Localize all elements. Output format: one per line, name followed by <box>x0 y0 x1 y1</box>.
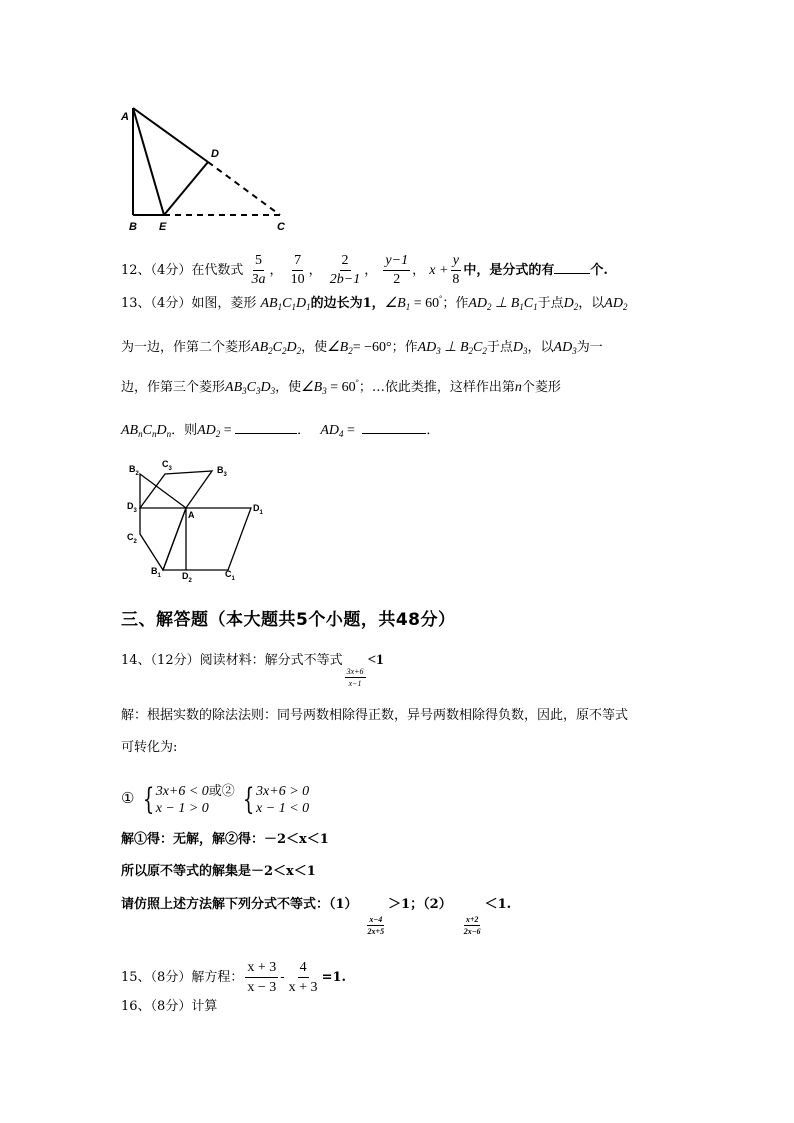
question-text: 在代数式 <box>191 263 244 278</box>
question-15: 15、（8分）解方程： $\frac{x + 3}{x - 3}$ - $\frac{4}{x + 3}$ =1. <box>121 960 347 995</box>
fraction: $\frac{2}{2b-1}$ <box>329 253 361 287</box>
label-a: A <box>188 510 195 520</box>
label-c2: $C_2$ <box>127 532 137 545</box>
question-number: 16 <box>121 999 138 1014</box>
fraction: $\frac{7}{10}$ <box>290 253 305 287</box>
question-number: 12 <box>121 263 138 278</box>
fraction: $\frac{4}{x + 3}$ <box>288 960 318 995</box>
label-b2: $B_2$ <box>129 464 139 477</box>
rhombus-2 <box>140 474 186 570</box>
question-score: 、（12分） <box>137 653 200 668</box>
label-d1: $D_1$ <box>253 503 263 516</box>
question-score: 、（4分） <box>137 263 192 278</box>
label-d3: $D_3$ <box>127 501 137 514</box>
inequality-systems: ① { 3x+6 < 0 x − 1 > 0 或② { 3x+6 > 0 x − 1 < 0 <box>121 781 310 817</box>
question-number: 13 <box>121 296 138 311</box>
rhombus-figure <box>120 455 280 585</box>
system-2: { 3x+6 > 0 x − 1 < 0 <box>242 781 310 817</box>
question-13-line-4: $AB_nC_nD_n$．则$AD_2$ = ． $AD_4$ = ． <box>121 423 440 439</box>
label-b: B <box>129 221 137 233</box>
fraction: $\frac{5}{3a}$ <box>251 253 266 287</box>
question-score: 、（4分） <box>137 296 192 311</box>
solution-result-2: 所以原不等式的解集是－2＜x＜1 <box>121 864 316 879</box>
answer-blank[interactable] <box>554 273 590 274</box>
question-14-task: 请仿照上述方法解下列分式不等式：（1） $\frac{x-4}{2x+5}$ ＞1；（2） $\frac{x+2}{2x-6}$ ＜1. <box>121 897 512 936</box>
label-b3: $B_3$ <box>217 465 227 478</box>
label-a: A <box>121 111 129 123</box>
question-13-line-1: 13、（4分）如图，菱形 $AB_1C_1D_1$的边长为1，$\angle B_1 = 60^\circ$；作$AD_2$ ⊥ $B_1C_1$于点$D_2$，以$AD_2$ <box>121 294 628 312</box>
segment-ad <box>133 108 208 162</box>
question-13-line-2: 为一边，作第二个菱形$AB_2C_2D_2$，使$\angle B_2= -60^\circ$；作$AD_3$ ⊥ $B_2C_2$于点$D_3$，以$AD_3$为一 <box>121 340 603 356</box>
label-e: E <box>159 221 167 233</box>
answer-blank-ad2[interactable] <box>235 433 297 434</box>
label-c3: $C_3$ <box>162 459 172 472</box>
segment-de <box>164 162 208 215</box>
triangle-figure <box>112 98 302 238</box>
fraction: $\frac{3x+6}{x-1}$ <box>346 667 364 688</box>
question-score: 、（8分） <box>137 999 192 1014</box>
question-text: 中，是分式的有 <box>463 263 555 278</box>
solution-line-1: 解：根据实数的除法法则：同号两数相除得正数，异号两数相除得负数，因此，原不等式 <box>121 708 629 723</box>
fraction: $\frac{x+2}{2x-6}$ <box>463 915 481 936</box>
fraction: $\frac{y}{8}$ <box>452 253 460 287</box>
fraction: $\frac{x + 3}{x - 3}$ <box>247 960 277 995</box>
question-16: 16、（8分）计算 <box>121 999 218 1014</box>
question-number: 14 <box>121 653 138 668</box>
question-13-line-3: 边，作第三个菱形$AB_3C_3D_3$，使$\angle B_3 = 60^\circ$；…依此类推，这样作出第n个菱形 <box>121 378 561 396</box>
section-heading: 三、解答题（本大题共5个小题，共48分） <box>121 610 456 630</box>
question-number: 15 <box>121 970 138 985</box>
rhombus-3 <box>140 471 212 508</box>
rhombus-1 <box>163 508 251 570</box>
label-d: D <box>211 148 219 160</box>
label-c1: $C_1$ <box>225 569 235 582</box>
label-b1: $B_1$ <box>151 566 161 579</box>
solution-line-2: 可转化为: <box>121 740 178 755</box>
segment-ae <box>133 108 164 215</box>
question-12: 12、（4分）在代数式 $\frac{5}{3a}$ ， $\frac{7}{10}$ ， $\frac{2}{2b-1}$ ， $\frac{y-1}{2}$ ， x + $\frac{y}{8}$ 中，是分式的有 个. <box>121 253 608 287</box>
segment-dc-dashed <box>208 162 280 215</box>
fraction: $\frac{x-4}{2x+5}$ <box>367 915 385 936</box>
fraction: $\frac{y-1}{2}$ <box>385 253 409 287</box>
solution-result-1: 解①得：无解，解②得：－2＜x＜1 <box>121 832 329 847</box>
system-1: { 3x+6 < 0 x − 1 > 0 <box>142 781 209 817</box>
label-c: C <box>277 221 285 233</box>
answer-blank-ad4[interactable] <box>362 433 426 434</box>
question-score: 、（8分） <box>137 970 192 985</box>
question-14: 14、（12分）阅读材料：解分式不等式 $\frac{3x+6}{x-1}$ <1 <box>121 652 384 688</box>
label-d2: $D_2$ <box>182 571 192 584</box>
